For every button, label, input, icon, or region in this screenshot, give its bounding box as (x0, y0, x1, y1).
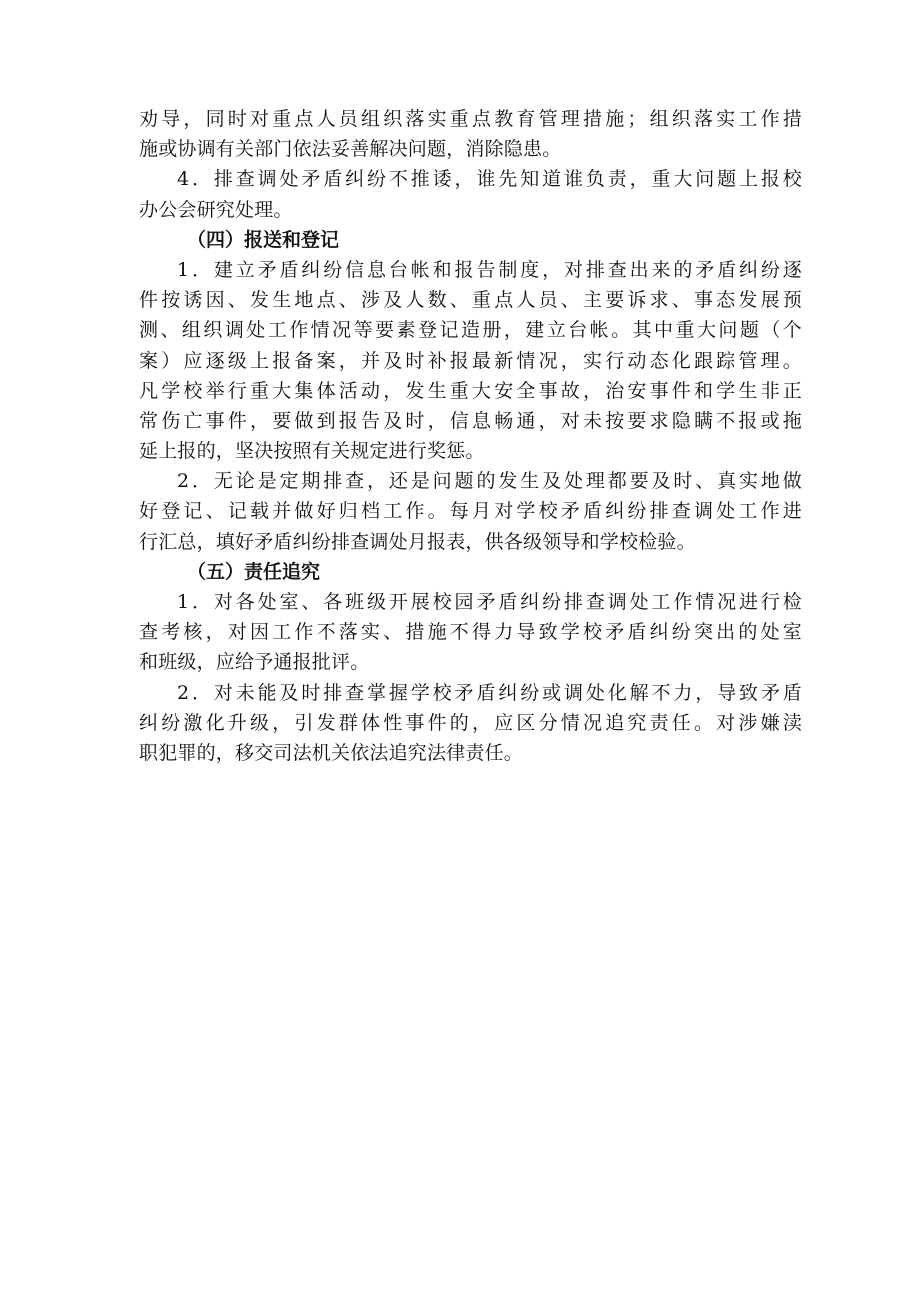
text-line: 查考核，对因工作不落实、措施不得力导致学校矛盾纠纷突出的处室 (139, 621, 802, 644)
text-line: 2．对未能及时排查掌握学校矛盾纠纷或调处化解不力，导致矛盾 (177, 681, 802, 704)
text-line: 职犯罪的，移交司法机关依法追究法律责任。 (139, 741, 524, 764)
text-line: 件按诱因、发生地点、涉及人数、重点人员、主要诉求、事态发展预 (139, 289, 802, 312)
text-line: 和班级，应给予通报批评。 (139, 651, 370, 674)
text-line: 施或协调有关部门依法妥善解决问题，消除隐患。 (139, 138, 562, 161)
text-line: 2．无论是定期排查，还是问题的发生及处理都要及时、真实地做 (177, 470, 802, 493)
text-line: 行汇总，填好矛盾纠纷排查调处月报表，供各级领导和学校检验。 (139, 530, 696, 553)
document-body (139, 104, 802, 768)
text-line: 案）应逐级上报备案，并及时补报最新情况，实行动态化跟踪管理。 (139, 349, 802, 372)
text-line: 测、组织调处工作情况等要素登记造册，建立台帐。其中重大问题（个 (139, 319, 802, 342)
text-line: 好登记、记载并做好归档工作。每月对学校矛盾纠纷排查调处工作进 (139, 500, 802, 523)
section-heading: （四）报送和登记 (187, 228, 340, 251)
text-line: 1．对各处室、各班级开展校园矛盾纠纷排查调处工作情况进行检 (177, 591, 802, 613)
text-line: 办公会研究处理。 (139, 198, 293, 221)
text-line: 常伤亡事件，要做到报告及时，信息畅通，对未按要求隐瞒不报或拖 (139, 409, 802, 432)
section-heading: （五）责任追究 (187, 560, 321, 583)
text-line: 延上报的，坚决按照有关规定进行奖惩。 (139, 440, 485, 463)
text-line: 劝导，同时对重点人员组织落实重点教育管理措施；组织落实工作措 (139, 108, 802, 130)
text-line: 纠纷激化升级，引发群体性事件的，应区分情况追究责任。对涉嫌渎 (139, 711, 802, 734)
text-line: 1．建立矛盾纠纷信息台帐和报告制度，对排查出来的矛盾纠纷逐 (177, 258, 802, 281)
text-line: 4．排查调处矛盾纠纷不推诿，谁先知道谁负责，重大问题上报校 (177, 168, 802, 191)
text-line: 凡学校举行重大集体活动，发生重大安全事故，治安事件和学生非正 (139, 379, 802, 402)
